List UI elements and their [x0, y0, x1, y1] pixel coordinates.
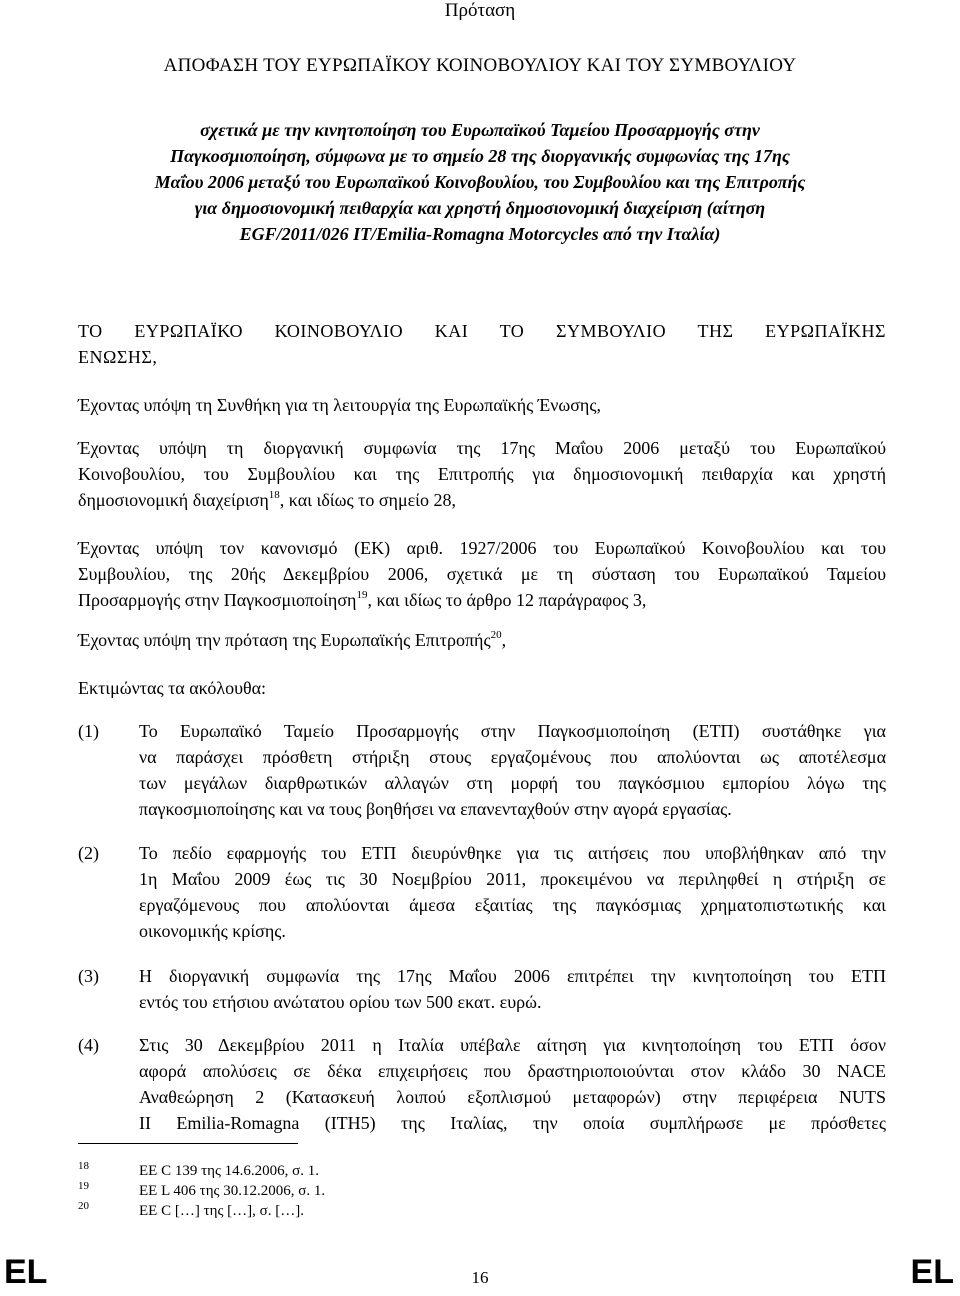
subtitle-line: Μαΐου 2006 μεταξύ του Ευρωπαϊκού Κοινοβουλίου, του Συμβουλίου και της Επιτροπής	[154, 172, 806, 192]
recital-line: Η διοργανική συμφωνία της 17ης Μαΐου 2006 επιτρέπει την κινητοποίηση του ΕΤΠ	[139, 966, 886, 986]
footnote-ref: 20	[490, 629, 502, 641]
citation-line: Συμβουλίου, της 20ής Δεκεμβρίου 2006, σχετικά με τη σύσταση του Ευρωπαϊκού Ταμείου	[78, 564, 886, 584]
recital-line: παγκοσμιοποίησης και να τους βοηθήσει να επανενταχθούν στην αγορά εργασίας.	[139, 799, 732, 819]
citation-text: , και ιδίως το άρθρο 12 παράγραφος 3,	[367, 590, 647, 610]
recital-line: αφορά απολύσεις σε δέκα επιχειρήσεις που δραστηριοποιούνται στον κλάδο 30 NACE	[139, 1061, 886, 1081]
citation-line: Κοινοβουλίου, του Συμβουλίου και της Επιτροπής για δημοσιονομική πειθαρχία και χρηστή	[78, 464, 886, 484]
recital-text	[139, 840, 886, 944]
subtitle-line: για δημοσιονομική πειθαρχία και χρηστή δημοσιονομική διαχείριση (αίτηση	[194, 198, 766, 218]
preamble-intro-line: ΕΝΩΣΗΣ,	[78, 347, 158, 367]
citation-text: δημοσιονομική διαχείριση	[78, 490, 269, 510]
recital-line: II Emilia-Romagna (ITH5) της Ιταλίας, την οποία συμπλήρωσε με πρόσθετες	[139, 1113, 886, 1133]
recital-line: εντός του ετήσιου ανώτατου ορίου των 500 εκατ. ευρώ.	[139, 992, 542, 1012]
recital-line: εργαζόμενους που απολύονται άμεσα εξαιτίας της παγκόσμιας χρηματοπιστωτικής και	[139, 895, 886, 915]
recital-line: οικονομικής κρίσης.	[139, 921, 286, 941]
language-code-left: EL	[4, 1253, 48, 1291]
document-subtitle	[120, 117, 840, 247]
citation-text: Έχοντας υπόψη τη Συνθήκη για τη λειτουργία της Ευρωπαϊκής Ένωσης,	[78, 395, 601, 415]
recital-text	[139, 963, 886, 1015]
recital-text	[139, 718, 886, 822]
citation-text: , και ιδίως το σημείο 28,	[279, 490, 457, 510]
citation-line: Έχοντας υπόψη τη διοργανική συμφωνία της 17ης Μαΐου 2006 μεταξύ του Ευρωπαϊκού	[78, 438, 886, 458]
footnote-number: 19	[78, 1180, 89, 1192]
citation-interinstitutional-agreement	[78, 435, 886, 513]
recital-line: Αναθεώρηση 2 (Κατασκευή λοιπού εξοπλισμού μεταφορών) στην περιφέρεια NUTS	[139, 1087, 886, 1107]
whereas-text: Εκτιμώντας τα ακόλουθα:	[78, 678, 267, 698]
page-number: 16	[471, 1268, 489, 1287]
citation-line	[78, 487, 886, 513]
preamble-intro-line: ΤΟ ΕΥΡΩΠΑΪΚΟ ΚΟΙΝΟΒΟΥΛΙΟ ΚΑΙ ΤΟ ΣΥΜΒΟΥΛΙΟ ΤΗΣ ΕΥΡΩΠΑΪΚΗΣ	[78, 321, 886, 341]
subtitle-line: EGF/2011/026 IT/Emilia-Romagna Motorcycles από την Ιταλία)	[239, 224, 721, 244]
subtitle-line: σχετικά με την κινητοποίηση του Ευρωπαϊκού Ταμείου Προσαρμογής στην	[200, 120, 760, 140]
document-title: ΑΠΟΦΑΣΗ ΤΟΥ ΕΥΡΩΠΑΪΚΟΥ ΚΟΙΝΟΒΟΥΛΙΟΥ ΚΑΙ ΤΟΥ ΣΥΜΒΟΥΛΙΟΥ	[163, 55, 797, 76]
recital-line: Το Ευρωπαϊκό Ταμείο Προσαρμογής στην Παγκοσμιοποίηση (ΕΤΠ) συστάθηκε για	[139, 721, 886, 741]
citation-text: Έχοντας υπόψη την πρόταση της Ευρωπαϊκής Επιτροπής	[78, 630, 491, 650]
citation-text: ,	[501, 630, 507, 650]
citation-line: Έχοντας υπόψη τον κανονισμό (ΕΚ) αριθ. 1927/2006 του Ευρωπαϊκού Κοινοβουλίου και του	[78, 538, 886, 558]
citation-text: Προσαρμογής στην Παγκοσμιοποίηση	[78, 590, 357, 610]
citation-commission-proposal	[78, 627, 886, 653]
citation-line	[78, 627, 886, 653]
footnote-text: ΕΕ C […] της […], σ. […].	[139, 1203, 304, 1219]
footnote-ref: 19	[356, 589, 368, 601]
recital-text	[139, 1032, 886, 1136]
footnote-number: 18	[78, 1160, 89, 1172]
footnote-text: ΕΕ L 406 της 30.12.2006, σ. 1.	[139, 1183, 326, 1199]
recital-line: Το πεδίο εφαρμογής του ΕΤΠ διευρύνθηκε για τις αιτήσεις που υποβλήθηκαν από την	[139, 843, 886, 863]
recital-number: (3)	[78, 966, 99, 986]
footnote-number: 20	[78, 1200, 89, 1212]
recital-number: (2)	[78, 843, 99, 863]
citation-regulation	[78, 535, 886, 613]
recital-line: των μεγάλων διαρθρωτικών αλλαγών στη μορφή του παγκόσμιου εμπορίου λόγω της	[139, 773, 886, 793]
recital-number: (4)	[78, 1035, 99, 1055]
citation-line	[78, 587, 886, 613]
citation-treaty	[78, 392, 886, 418]
recital-line: 1η Μαΐου 2009 έως τις 30 Νοεμβρίου 2011, προκειμένου να περιληφθεί η στήριξη σε	[139, 869, 886, 889]
recital-line: να παράσχει πρόσθετη στήριξη στους εργαζομένους που απολύονται ως αποτέλεσμα	[139, 747, 886, 767]
language-code-right: EL	[910, 1253, 954, 1291]
subtitle-line: Παγκοσμιοποίηση, σύμφωνα με το σημείο 28 της διοργανικής συμφωνίας της 17ης	[170, 146, 790, 166]
recital-line: Στις 30 Δεκεμβρίου 2011 η Ιταλία υπέβαλε αίτηση για κινητοποίηση του ΕΤΠ όσον	[139, 1035, 886, 1055]
whereas-heading	[78, 675, 886, 701]
recital-number: (1)	[78, 721, 99, 741]
document-status-label: Πρόταση	[444, 0, 516, 21]
preamble-intro	[78, 318, 886, 370]
footnote-ref: 18	[268, 489, 280, 501]
footnote-text: ΕΕ C 139 της 14.6.2006, σ. 1.	[139, 1163, 319, 1179]
footnote-separator	[78, 1143, 298, 1144]
